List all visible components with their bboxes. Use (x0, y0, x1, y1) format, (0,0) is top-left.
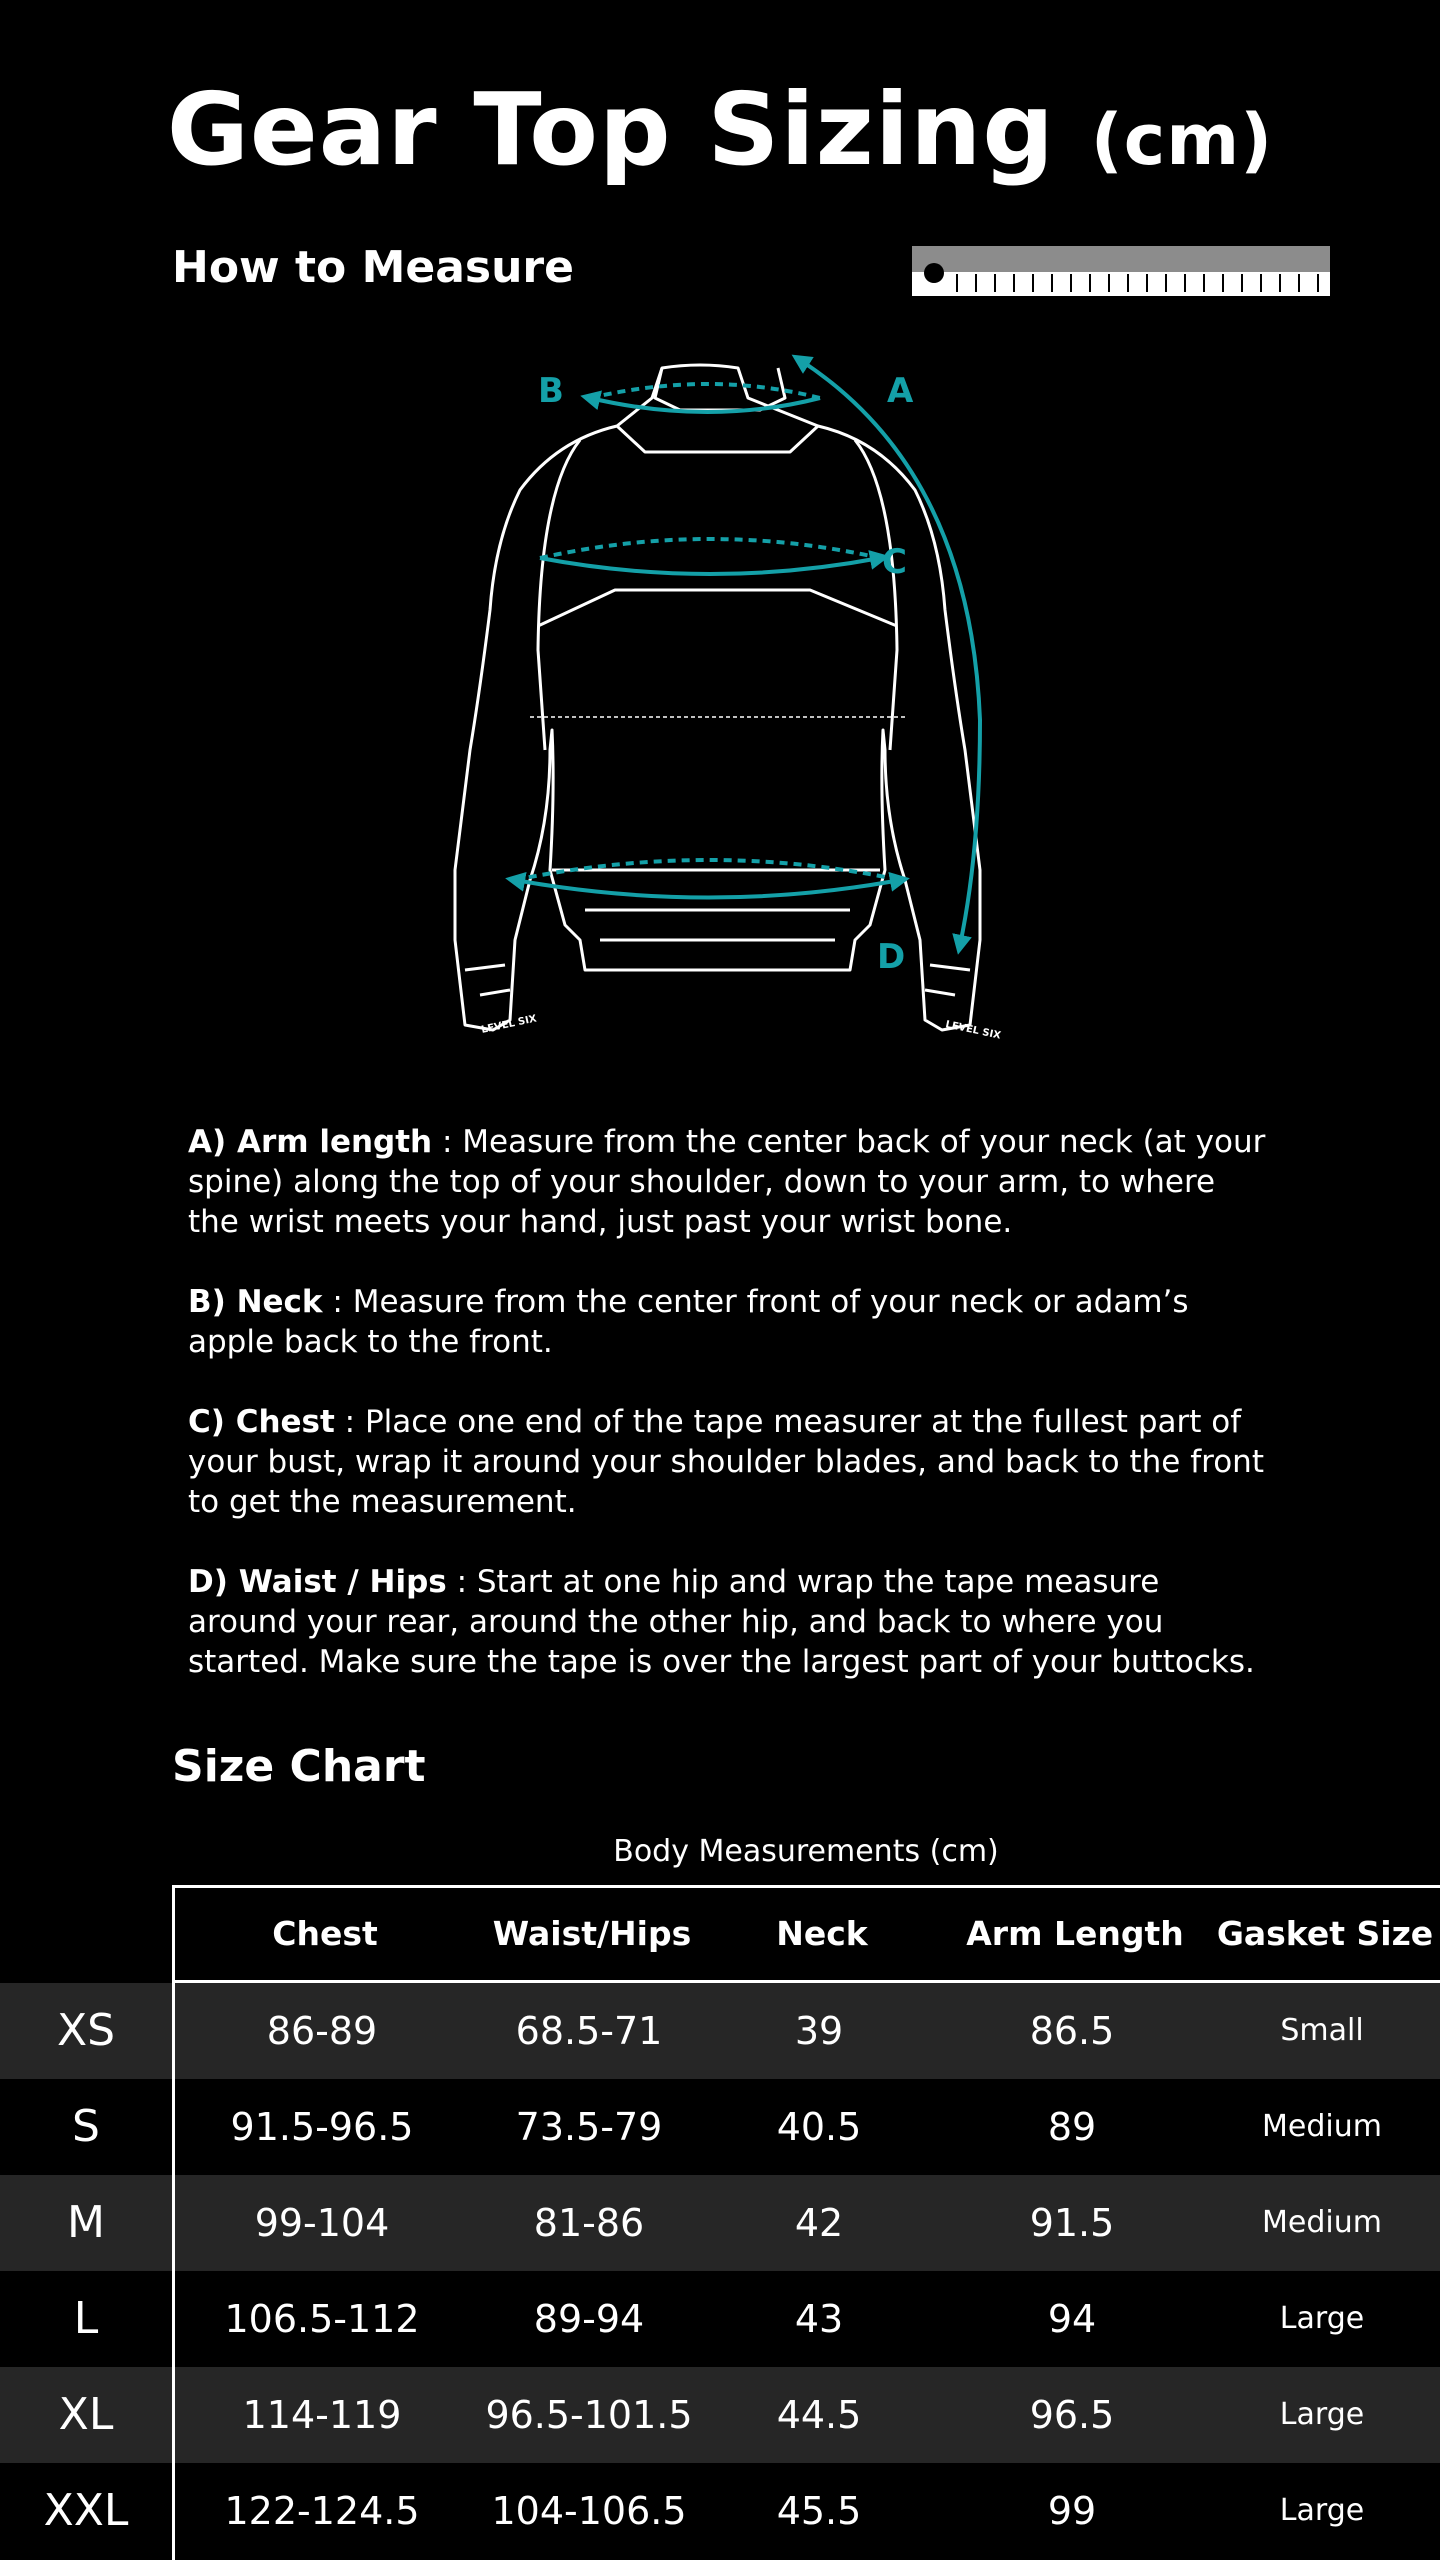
cell-neck: 42 (794, 2201, 844, 2245)
instruction-term: A) Arm length (188, 1124, 433, 1160)
table-row (0, 2175, 1440, 2271)
cell-waist: 73.5-79 (515, 2105, 663, 2149)
table-row (0, 1983, 1440, 2079)
size-label: M (67, 2197, 105, 2248)
jacket-measurement-diagram (380, 350, 1080, 1070)
page-title-unit: (cm) (1090, 99, 1274, 181)
header-arm-length: Arm Length (966, 1914, 1184, 1953)
how-to-measure-heading: How to Measure (172, 242, 574, 293)
cell-neck: 45.5 (776, 2489, 862, 2533)
instruction-term: D) Waist / Hips (188, 1564, 447, 1600)
brand-tag-right: LEVEL SIX (944, 1019, 1002, 1042)
label-a: A (887, 371, 914, 411)
cell-gasket: Medium (1262, 2205, 1382, 2240)
cell-neck: 44.5 (776, 2393, 862, 2437)
label-d: D (877, 937, 906, 977)
size-label: S (72, 2101, 100, 2152)
cell-arm: 86.5 (1029, 2009, 1115, 2053)
label-c: C (882, 542, 907, 582)
cell-arm: 91.5 (1029, 2201, 1115, 2245)
table-header-row (172, 1885, 1440, 1983)
page-title-text: Gear Top Sizing (166, 71, 1055, 188)
cell-gasket: Large (1279, 2397, 1365, 2432)
label-b: B (538, 371, 564, 411)
cell-waist: 96.5-101.5 (485, 2393, 693, 2437)
size-label: XXL (43, 2485, 129, 2536)
cell-chest: 91.5-96.5 (230, 2105, 414, 2149)
cell-gasket: Large (1279, 2493, 1365, 2528)
brand-tag-left: LEVEL SIX (480, 1013, 538, 1036)
size-label: L (73, 2293, 99, 2344)
instruction-chest (188, 1402, 1268, 1522)
cell-arm: 89 (1047, 2105, 1097, 2149)
table-caption: Body Measurements (cm) (613, 1834, 999, 1869)
cell-chest: 122-124.5 (224, 2489, 420, 2533)
cell-chest: 114-119 (242, 2393, 402, 2437)
table-row (0, 2079, 1440, 2175)
size-label: XL (58, 2389, 114, 2440)
cell-neck: 39 (794, 2009, 844, 2053)
cell-neck: 43 (794, 2297, 844, 2341)
instruction-term: B) Neck (188, 1284, 323, 1320)
instruction-text: : Measure from the center back of your neck (at your spine) along the top of your shoulder, down to your arm, to where the wrist meets your hand, just past your wrist bone. (188, 1124, 1266, 1240)
cell-chest: 86-89 (266, 2009, 378, 2053)
tape-measure-icon (912, 246, 1330, 296)
cell-neck: 40.5 (776, 2105, 862, 2149)
cell-chest: 99-104 (254, 2201, 390, 2245)
page-title (0, 71, 1440, 188)
cell-waist: 104-106.5 (491, 2489, 687, 2533)
instruction-neck (188, 1282, 1268, 1362)
cell-arm: 94 (1047, 2297, 1097, 2341)
measure-guides (515, 360, 980, 945)
instruction-text: : Start at one hip and wrap the tape measure around your rear, around the other hip, and back to where you started. Make sure the tape is over the largest part of your buttocks. (188, 1564, 1255, 1680)
measuring-instructions (188, 1122, 1268, 1722)
size-chart-heading: Size Chart (172, 1741, 426, 1792)
header-gasket-size: Gasket Size (1216, 1914, 1434, 1953)
cell-waist: 89-94 (533, 2297, 645, 2341)
instruction-term: C) Chest (188, 1404, 335, 1440)
table-row (0, 2271, 1440, 2367)
cell-arm: 96.5 (1029, 2393, 1115, 2437)
instruction-waist-hips (188, 1562, 1268, 1682)
table-row (0, 2463, 1440, 2559)
cell-chest: 106.5-112 (224, 2297, 420, 2341)
table-body (0, 1983, 1440, 2559)
cell-arm: 99 (1047, 2489, 1097, 2533)
size-label: XS (56, 2005, 116, 2056)
cell-gasket: Small (1280, 2013, 1364, 2048)
jacket-outline (455, 365, 980, 1030)
table-divider (172, 1885, 175, 2560)
header-chest: Chest (272, 1914, 378, 1953)
cell-gasket: Medium (1262, 2109, 1382, 2144)
cell-waist: 81-86 (533, 2201, 645, 2245)
header-neck: Neck (776, 1914, 868, 1953)
instruction-text: : Place one end of the tape measurer at the fullest part of your bust, wrap it around your shoulder blades, and back to the front to get the measurement. (188, 1404, 1264, 1520)
instruction-arm-length (188, 1122, 1268, 1242)
instruction-text: : Measure from the center front of your neck or adam’s apple back to the front. (188, 1284, 1189, 1360)
cell-waist: 68.5-71 (515, 2009, 663, 2053)
cell-gasket: Large (1279, 2301, 1365, 2336)
table-row (0, 2367, 1440, 2463)
header-waist-hips: Waist/Hips (492, 1914, 692, 1953)
